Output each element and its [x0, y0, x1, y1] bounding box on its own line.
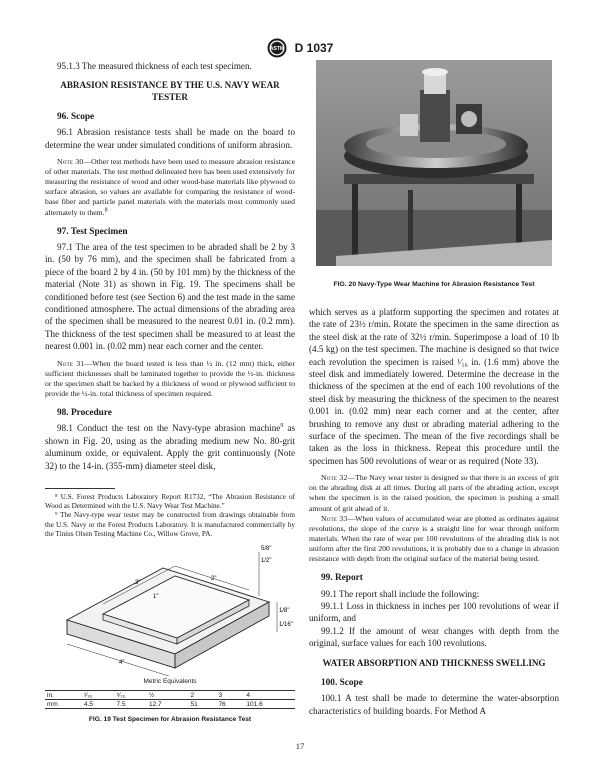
dim-1-16-label: 1/16" — [279, 622, 293, 628]
paragraph-97-1: 97.1 The area of the test specimen to be abraded shall be 2 by 3 in. (50 by 76 mm), and the specimen shall be fabricated from a piece of the board 2 by 4 in. (50 by 101 mm) by the thickness of the material (Note 31) as shown in Fig. 19. The specimens shall be conditioned before test (see Section 6) and the test made in the same conditioned atmosphere. The actual dimensions of the abrading area of the specimen shall be measured to the nearest 0.01 in. (0.2 mm). The thickness of the test specimen shall be measured to at least the nearest 0.001 in. (0.02 mm) near each corner and the center. — [45, 242, 295, 352]
dim-1-8-label: 1/8" — [279, 608, 290, 614]
footnote-9: ⁹ The Navy-type wear tester may be constructed from drawings obtainable from the U.S. Navy or the Forest Products Laboratory. It is manufactured commercially by the Tinius Olsen Testing Machine Co., Willow Grove, PA. — [45, 511, 295, 538]
table-cell: ⁵⁄₁₆ — [114, 691, 147, 700]
paragraph-98-1 — [45, 422, 295, 472]
paragraph-98-1-part-a: 98.1 Conduct the test on the Navy-type abrasion machine — [57, 423, 281, 434]
specimen-drawing — [45, 532, 295, 676]
astm-logo-icon — [267, 38, 287, 58]
paragraph-99-1: 99.1 The report shall include the following: — [321, 588, 480, 599]
dim-3-label: 3" — [135, 580, 141, 586]
svg-text:ASTM: ASTM — [269, 46, 284, 53]
section-97-test-specimen: 97. Test Specimen — [57, 226, 128, 237]
note-30-text: —Other test methods have been used to measure abrasion resistance of other materials. The test method delineated here has been used extensively for measuring the resistance of wood and other wood-base materials like plywood to surface abrasion, so values are available for comparing the resistance of wood-base fiber and particle panel materials with the materials most commonly used alternately to them. — [45, 157, 296, 217]
table-cell: 4 — [244, 691, 295, 700]
table-row — [45, 700, 295, 709]
page-header — [0, 38, 600, 58]
note-31 — [45, 359, 295, 399]
note-33-text: —When values of accumulated wear are plotted as ordinates against revolutions, the slope of the curve is a straight line for wear through uniform materials. When the rate of wear per 100 revolutions of the abrading disk is not uniform after the first 200 revolutions, it is probably due to a change in abrasion resistance with depth from the original surface of the material being tested. — [309, 513, 559, 564]
figure-19 — [45, 532, 295, 732]
table-cell: 101.6 — [244, 700, 295, 709]
section-100-scope: 100. Scope — [321, 677, 363, 688]
dim-1-2-label: 1/2" — [261, 558, 272, 564]
paragraph-100-1: 100.1 A test shall be made to determine the water-absorption characteristics of building boards. For Method A — [309, 693, 559, 716]
paragraph-98-1-part-b: as shown in Fig. 20, using as the abrading medium new No. 80-grit aluminum oxide, or equivalent. Apply the grit continuously (Note 32) to the 14-in. (355-mm) diameter steel disk, — [45, 423, 295, 471]
note-32-label: Note 32 — [321, 473, 348, 483]
section-96-scope: 96. Scope — [57, 111, 95, 122]
paragraph-98-1-continued: which serves as a platform supporting the specimen and rotates at the rate of 23½ r/min. Rotate the specimen in the same direction as the steel disk at the rate of 32½ r/min. Superimpose a load of 10 lb (4.5 kg) on the test specimen. The machine is designed so that twice each revolution the specimen is raised ¹⁄₁₆ in. (1.6 mm) above the steel disk and immediately lowered. Determine the decrease in the thickness of the specimen at the end of each 100 revolutions of the steel disk by measuring the thickness of the specimen to the nearest 0.001 in. (0.02 mm) near each corner and at the center, after brushing to remove any dust or abrading material adhering to the surface of the specimen. The mean of the five recordings shall be taken as the loss in thickness. Repeat this procedure until the specimen has 500 revolutions of wear or as required (Note 33). — [309, 307, 559, 466]
section-99-report: 99. Report — [321, 573, 363, 584]
paragraph-95-1-3: 95.1.3 The measured thickness of each test specimen. — [57, 61, 252, 71]
dim-1-label: 1" — [153, 594, 159, 600]
dim-2-label: 2" — [211, 576, 217, 582]
note-31-label: Note 31 — [57, 358, 85, 368]
document-number: D 1037 — [294, 41, 334, 55]
table-cell: 2 — [188, 691, 216, 700]
table-cell: 12.7 — [147, 700, 188, 709]
note-32 — [309, 473, 559, 513]
table-cell: 51 — [188, 700, 216, 709]
footnote-ref-9: 9 — [280, 423, 284, 430]
row-label-in: in. — [45, 691, 82, 700]
dim-4-label: 4" — [119, 660, 125, 666]
wear-machine-photo — [316, 60, 552, 266]
row-label-mm: mm — [45, 700, 82, 709]
table-cell: 3 — [216, 691, 244, 700]
table-row — [45, 691, 295, 700]
table-cell: 7.5 — [114, 700, 147, 709]
note-33-label: Note 33 — [321, 513, 348, 523]
note-30 — [45, 157, 295, 218]
table-cell: 76 — [216, 700, 244, 709]
footnote-8: ⁸ U.S. Forest Products Laboratory Report R1732, “The Abrasion Resistance of Wood as Determined with the U.S. Navy Wear Test Machine.” — [45, 493, 295, 511]
note-30-label: Note 30 — [57, 157, 84, 167]
metric-equivalents-table — [45, 690, 295, 709]
heading-water-absorption: WATER ABSORPTION AND THICKNESS SWELLING — [322, 657, 546, 668]
figure-19-caption: FIG. 19 Test Specimen for Abrasion Resistance Test — [88, 716, 252, 723]
footnote-ref-8: 8 — [104, 206, 108, 213]
note-33 — [309, 514, 559, 564]
note-31-text: —When the board tested is less than ½ in. (12 mm) thick, either sufficient thicknesses shall be laminated together to provide the ½-in. thickness or the specimen shall be backed by a thickness of wood or plywood sufficient to provide the ½-in. total thickness of specimen required. — [45, 358, 296, 398]
right-column — [309, 306, 559, 717]
note-32-text: —The Navy wear tester is designed so that there is an excess of grit on the abrading disk at all times. During all parts of the abrading action, except when the specimen is in the raised position, the specimen is pushing a small amount of grit ahead of it. — [309, 473, 559, 513]
footnote-rule — [45, 488, 115, 489]
section-98-procedure: 98. Procedure — [57, 408, 112, 419]
left-column — [45, 60, 295, 539]
heading-abrasion-resistance: ABRASION RESISTANCE BY THE U.S. NAVY WEAR TESTER — [60, 80, 280, 102]
table-cell: ½ — [147, 691, 188, 700]
page-number: 17 — [295, 741, 305, 751]
table-cell: ¹⁄₁₆ — [82, 691, 115, 700]
dim-5-8-label: 5/8" — [261, 546, 272, 552]
paragraph-96-1: 96.1 Abrasion resistance tests shall be made on the board to determine the wear under simulated conditions of uniform abrasion. — [45, 127, 295, 150]
table-cell: 4.5 — [82, 700, 115, 709]
paragraph-99-1-1: 99.1.1 Loss in thickness in inches per 100 revolutions of wear if uniform, and — [309, 600, 559, 624]
figure-20-caption: FIG. 20 Navy-Type Wear Machine for Abrasion Resistance Test — [333, 281, 535, 288]
paragraph-99-1-2: 99.1.2 If the amount of wear changes with depth from the original, surface values for each 100 revolutions. — [309, 625, 559, 649]
metric-equivalents-title: Metric Equivalents — [143, 678, 197, 685]
